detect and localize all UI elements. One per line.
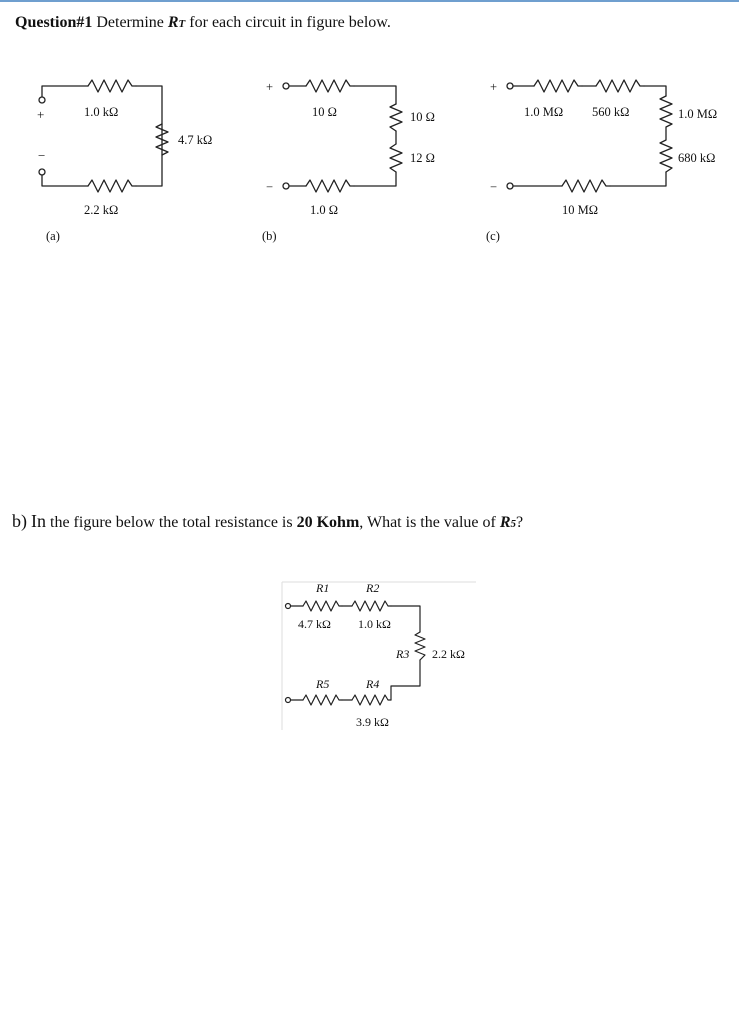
label-c-1M-right: 1.0 MΩ: [678, 107, 718, 121]
wire-a: [42, 86, 162, 186]
value-r3: 2.2 kΩ: [432, 647, 465, 661]
resistor-r1: [303, 601, 342, 611]
label-b-12: 12 Ω: [410, 151, 435, 165]
label-a-2k2: 2.2 kΩ: [84, 203, 119, 217]
name-r1: R1: [316, 581, 330, 595]
label-c-680k: 680 kΩ: [678, 151, 716, 165]
resistor-b-1: [306, 180, 354, 192]
terminal-b-plus: [283, 83, 289, 89]
name-r2: R2: [366, 581, 380, 595]
question-b-heading: [12, 511, 523, 532]
circuit-figures: [0, 0, 739, 270]
resistor-b-10-right: [390, 104, 402, 131]
terminal-a-bottom: [39, 169, 45, 175]
rt-subscript: T: [178, 18, 186, 30]
question-1-text-before: Determine: [92, 14, 168, 31]
question-b-text-1: the figure below the total resistance is: [46, 514, 297, 531]
resistor-c-1M-right: [660, 96, 672, 172]
terminal-b-plus-label: +: [266, 80, 274, 94]
rt-symbol: R: [167, 14, 179, 31]
terminal-b-minus: [283, 183, 289, 189]
value-r4: 3.9 kΩ: [356, 715, 389, 729]
name-r3: R3: [396, 647, 410, 661]
label-b-1: 1.0 Ω: [310, 203, 339, 217]
label-c-10M: 10 MΩ: [562, 203, 599, 217]
terminal-c-plus: [507, 83, 513, 89]
question-b-total-value: 20 Kohm: [296, 514, 360, 531]
question-1-text-after: for each circuit in figure below.: [185, 14, 391, 31]
terminal-a-minus-label: −: [38, 148, 46, 163]
value-r2: 1.0 kΩ: [358, 617, 391, 631]
label-a-1k: 1.0 kΩ: [84, 105, 119, 119]
circuit-figure-b2: [0, 570, 739, 770]
resistor-c-10M: [562, 180, 610, 192]
name-r5: R5: [316, 677, 330, 691]
resistor-b-10-top: [306, 80, 354, 92]
terminal-b2-bottom: [286, 698, 291, 703]
value-r1: 4.7 kΩ: [298, 617, 331, 631]
terminal-a-top: [39, 97, 45, 103]
question-b-text-2: , What is the value of: [359, 514, 500, 531]
label-b-10-right: 10 Ω: [410, 110, 435, 124]
resistor-c-1M-top: [534, 80, 582, 92]
label-c-1M-top: 1.0 MΩ: [524, 105, 564, 119]
resistor-b-12: [390, 144, 402, 172]
question-1-label: Question#1: [15, 14, 93, 31]
question-b-in: In: [31, 511, 46, 531]
r5-symbol: R: [499, 514, 511, 531]
label-b-10-top: 10 Ω: [312, 105, 337, 119]
terminal-b2-top: [286, 604, 291, 609]
caption-a: (a): [46, 229, 60, 243]
name-r4: R4: [366, 677, 380, 691]
terminal-a-plus-label: +: [37, 107, 45, 122]
question-b-letter: b): [12, 511, 27, 531]
terminal-c-plus-label: +: [490, 80, 498, 94]
resistor-a-1k: [88, 80, 136, 92]
r5-subscript: 5: [510, 518, 516, 530]
question-b-text-3: ?: [516, 514, 524, 531]
terminal-c-minus: [507, 183, 513, 189]
terminal-b-minus-label: −: [266, 180, 274, 194]
resistor-a-2k2: [88, 180, 136, 192]
resistor-r4: [352, 695, 391, 705]
label-a-4k7: 4.7 kΩ: [178, 133, 213, 147]
resistor-c-560k: [596, 80, 644, 92]
resistor-r3: [415, 632, 425, 660]
label-c-560k: 560 kΩ: [592, 105, 630, 119]
resistor-r5: [303, 695, 342, 705]
caption-b: (b): [262, 229, 277, 243]
wire-c: [513, 86, 666, 186]
wire-b: [289, 86, 396, 186]
resistor-r2: [352, 601, 391, 611]
terminal-c-minus-label: −: [490, 180, 498, 194]
caption-c: (c): [486, 229, 500, 243]
